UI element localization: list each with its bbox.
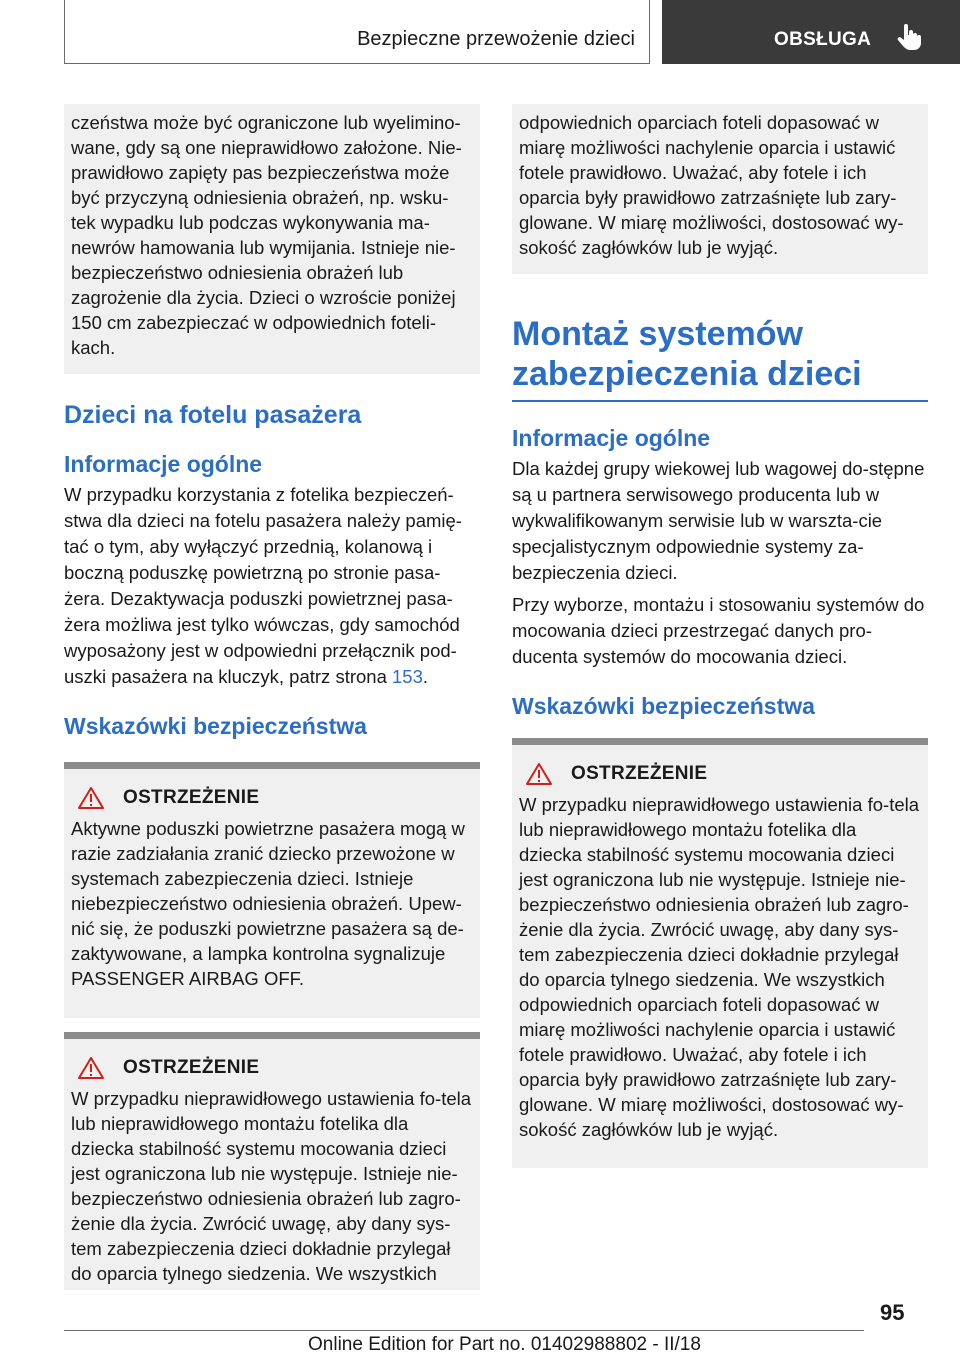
general-paragraph-2: Przy wyborze, montażu i stosowaniu systemów do mocowania dzieci przestrzegać danych pro-ducenta systemów do mocowania dzieci. [512,594,925,667]
warning-header [71,785,472,810]
section-heading-passenger: Dzieci na fotelu pasażera [64,401,362,429]
subheading-general: Informacje ogólne [64,451,263,477]
section-label: OBSŁUGA [774,29,872,50]
left-column [64,104,480,1290]
main-heading: Montaż systemów zabezpieczenia dzieci [512,314,928,402]
warning-box-3 [512,738,928,1168]
chapter-tab [64,0,650,64]
intro-box [64,104,480,374]
right-column [512,104,928,1168]
general-end: . [422,666,429,687]
intro-text: czeństwa może być ograniczone lub wyelimino-wane, gdy są one nieprawidłowo założone. Nie-prawidłowo zapięty pas bezpieczeństwa może być przyczyną odniesienia obrażeń, np. wsku-tek wypadku lub podczas wykonywania ma-newrów hamowania lub wymijania. Istnieje nie-bezpieczeństwo odniesienia obrażeń lub zagrożenie dla życia. Dzieci o wzroście poniżej 150 cm zabezpieczać w odpowiednich foteli-kach. [71,112,462,358]
warning-triangle-icon [525,762,553,786]
warning-header [71,1055,472,1080]
warning-text: Aktywne poduszki powietrzne pasażera mogą w razie zadziałania zranić dziecko przewożone w systemach zabezpieczenia dzieci. Istnieje niebezpieczeństwo odniesienia obrażeń. Upew-nić się, że poduszki powietrzne pasażera są de-zaktywowane, a lampka kontrolna sygnalizuje PASSENGER AIRBAG OFF. [71,818,465,989]
warning-text: W przypadku nieprawidłowego ustawienia fo-tela lub nieprawidłowego montażu fotelika dla dziecka stabilność systemu mocowania dzieci jest ograniczona lub nie występuje. Istnieje nie-bezpieczeństwo odniesienia obrażeń lub zagro-żenie dla życia. Zwrócić uwagę, aby dany sys-tem zabezpieczenia dzieci dokładnie przylegał do oparcia tylnego siedzenia. We wszystkich odpowiednich oparciach foteli dopasować w miarę możliwości nachylenie oparcia i ustawić fotele prawidłowo. Uważać, aby fotele i ich oparcia były prawidłowo zatrzaśnięte lub zary-glowane. W miarę możliwości, dostosować wy-sokość zagłówków lub je wyjąć. [519,794,920,1140]
warning-text: W przypadku nieprawidłowego ustawienia fo-tela lub nieprawidłowego montażu fotelika dla dziecka stabilność systemu mocowania dzieci jest ograniczona lub nie występuje. Istnieje nie-bezpieczeństwo odniesienia obrażeń lub zagro-żenie dla życia. Zwrócić uwagę, aby dany sys-tem zabezpieczenia dzieci dokładnie przylegał do oparcia tylnego siedzenia. We wszystkich [71,1088,472,1284]
page-header [0,0,960,66]
warning-title: OSTRZEŻENIE [571,763,708,784]
section-tab[interactable] [662,0,960,64]
footer-divider [64,1330,864,1331]
subheading-safety: Wskazówki bezpieczeństwa [64,713,367,739]
general-paragraph [64,482,480,690]
general-text: W przypadku korzystania z fotelika bezpieczeń-stwa dla dzieci na fotelu pasażera należy pamię-tać o tym, aby wyłączyć przednią, kolanową i boczną poduszkę powietrzną po stronie pasa-żera. Dezaktywacja poduszki powietrznej pasa-żera możliwa jest tylko wówczas, gdy samochód wyposażony jest w odpowiedni przełącznik pod-uszki pasażera na kluczyk, patrz strona [64,484,462,687]
continuation-box [512,104,928,274]
warning-title: OSTRZEŻENIE [123,1057,260,1078]
continuation-text: odpowiednich oparciach foteli dopasować w miarę możliwości nachylenie oparcia i ustawić fotele prawidłowo. Uważać, aby fotele i ich oparcia były prawidłowo zatrzaśnięte lub zary-glowane. W miarę możliwości, dostosować wy-sokość zagłówków lub je wyjąć. [519,112,904,258]
subheading-safety: Wskazówki bezpieczeństwa [512,693,815,719]
warning-box-2 [64,1032,480,1290]
warning-box-1 [64,762,480,1018]
chapter-title: Bezpieczne przewożenie dzieci [357,28,635,50]
warning-triangle-icon [77,786,105,810]
subheading-general: Informacje ogólne [512,425,711,451]
warning-header [519,761,920,786]
page-number: 95 [880,1300,905,1325]
warning-title: OSTRZEŻENIE [123,787,260,808]
edition-note: Online Edition for Part no. 01402988802 - II/18 [308,1334,701,1355]
page-link[interactable]: 153 [392,666,423,687]
hand-pointer-icon [894,22,924,52]
general-paragraph-1: Dla każdej grupy wiekowej lub wagowej do-stępne są u partnera serwisowego producenta lub w wykwalifikowanym serwisie lub w warszta-cie specjalistycznym odpowiednie systemy za-bezpieczenia dzieci. [512,458,925,583]
warning-triangle-icon [77,1056,105,1080]
